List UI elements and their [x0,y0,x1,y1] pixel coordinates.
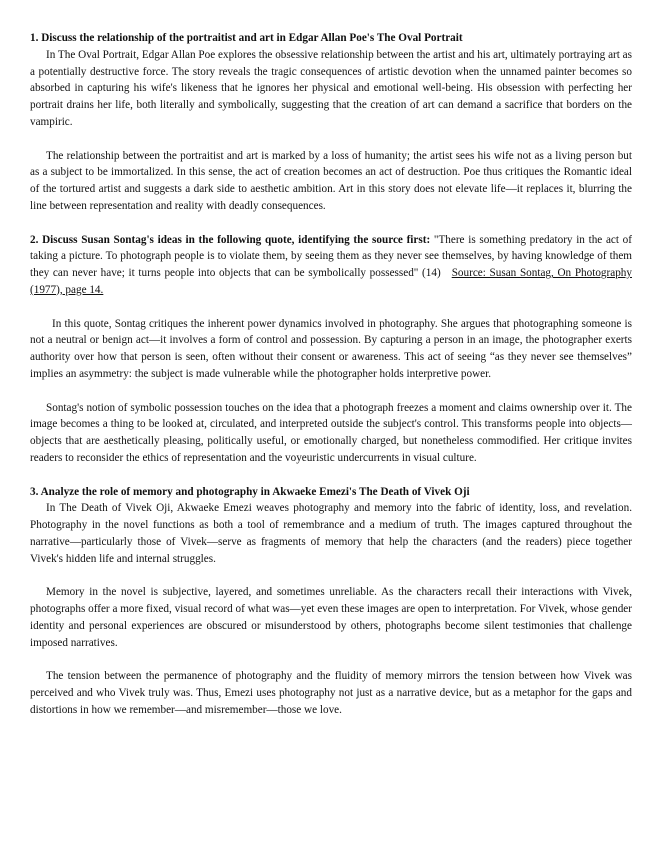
section-2-source: Source: Susan Sontag, On Photography (1977), page 14. [30,267,632,296]
paragraph-gap [30,131,632,148]
section-2-quote: "There is something predatory in the act of taking a picture. To photograph people is to violate them, by seeing them as they never see themselves, by having knowledge of them they can never have; it turns people into objects that can be symbolically possessed" (14) [30,233,632,279]
paragraph-gap [30,383,632,400]
paragraph-gap [30,299,632,316]
section-3-paragraph-2: Memory in the novel is subjective, layered, and sometimes unreliable. As the characters recall their interactions with Vivek, photographs offer a more fixed, visual record of what was—yet even these images are open to interpretation. For Vivek, whose gender identity and personal experiences are obscured or misunderstood by others, photographs become silent testimonies that challenge imposed narratives. [30,586,632,649]
paragraph-gap [30,651,632,668]
section-2-paragraph-1: In this quote, Sontag critiques the inherent power dynamics involved in photography. She argues that photographing someone is not a neutral or benign act—it involves a form of control and possession. By capturing a person in an image, the photographer exerts authority over how that person is seen, often without their consent or awareness. This act of seeing “as they never see themselves” implies an asymmetry: the subject is made vulnerable while the photographer holds interpretive power. [30,317,632,380]
section-1-paragraph-1: In The Oval Portrait, Edgar Allan Poe explores the obsessive relationship between the artist and his art, ultimately portraying art as a potentially destructive force. The story reveals the tragic consequences of artistic devotion when the unnamed painter becomes so absorbed in capturing his wife's likeness that he ignores her physical and emotional well-being. His obsession with perfecting her portrait drains her life, both literally and symbolically, suggesting that the creation of art can demand a sacrifice that borders on the vampiric. [30,48,632,128]
section-3-paragraph-3: The tension between the permanence of photography and the fluidity of memory mirrors the tension between how Vivek was perceived and who Vivek truly was. Thus, Emezi uses photography not just as a narrative device, but as a metaphor for the gaps and distortions in how we remember—and misremember—those we love. [30,670,632,716]
section-2-heading: 2. Discuss Susan Sontag's ideas in the following quote, identifying the source first: [30,233,431,246]
paragraph-gap [30,215,632,232]
paragraph-gap [30,467,632,484]
section-1-heading: 1. Discuss the relationship of the portraitist and art in Edgar Allan Poe's The Oval Portrait [30,32,463,44]
section-3-paragraph-1: In The Death of Vivek Oji, Akwaeke Emezi weaves photography and memory into the fabric of identity, loss, and revelation. Photography in the novel functions as both a tool of remembrance and a medium of truth. The images captured throughout the narrative—particularly those of Vivek—serve as fragments of memory that help the characters (and the readers) piece together Vivek's hidden life and internal struggles. [30,502,632,565]
section-3-heading: 3. Analyze the role of memory and photography in Akwaeke Emezi's The Death of Vivek Oji [30,485,470,498]
document-page [30,30,632,719]
section-2-paragraph-2: Sontag's notion of symbolic possession touches on the idea that a photograph freezes a moment and claims ownership over it. The image becomes a thing to be looked at, circulated, and interpreted outside the subject's control. This transforms people into objects—objects that are aesthetically pleasing, politically useful, or emotionally charged, but nonetheless commodified. Her critique invites readers to reconsider the ethics of representation and the voyeuristic undercurrents in visual culture. [30,401,632,464]
section-2-heading-block [30,232,632,299]
paragraph-gap [30,567,632,584]
section-1-paragraph-2: The relationship between the portraitist and art is marked by a loss of humanity; the artist sees his wife not as a living person but as a subject to be immortalized. In this sense, the act of creation becomes an act of destruction. Poe thus critiques the Romantic ideal of the tortured artist and suggests a dark side to aesthetic ambition. Art in this story does not elevate life—it replaces it, blurring the line between representation and reality with deadly consequences. [30,149,632,212]
